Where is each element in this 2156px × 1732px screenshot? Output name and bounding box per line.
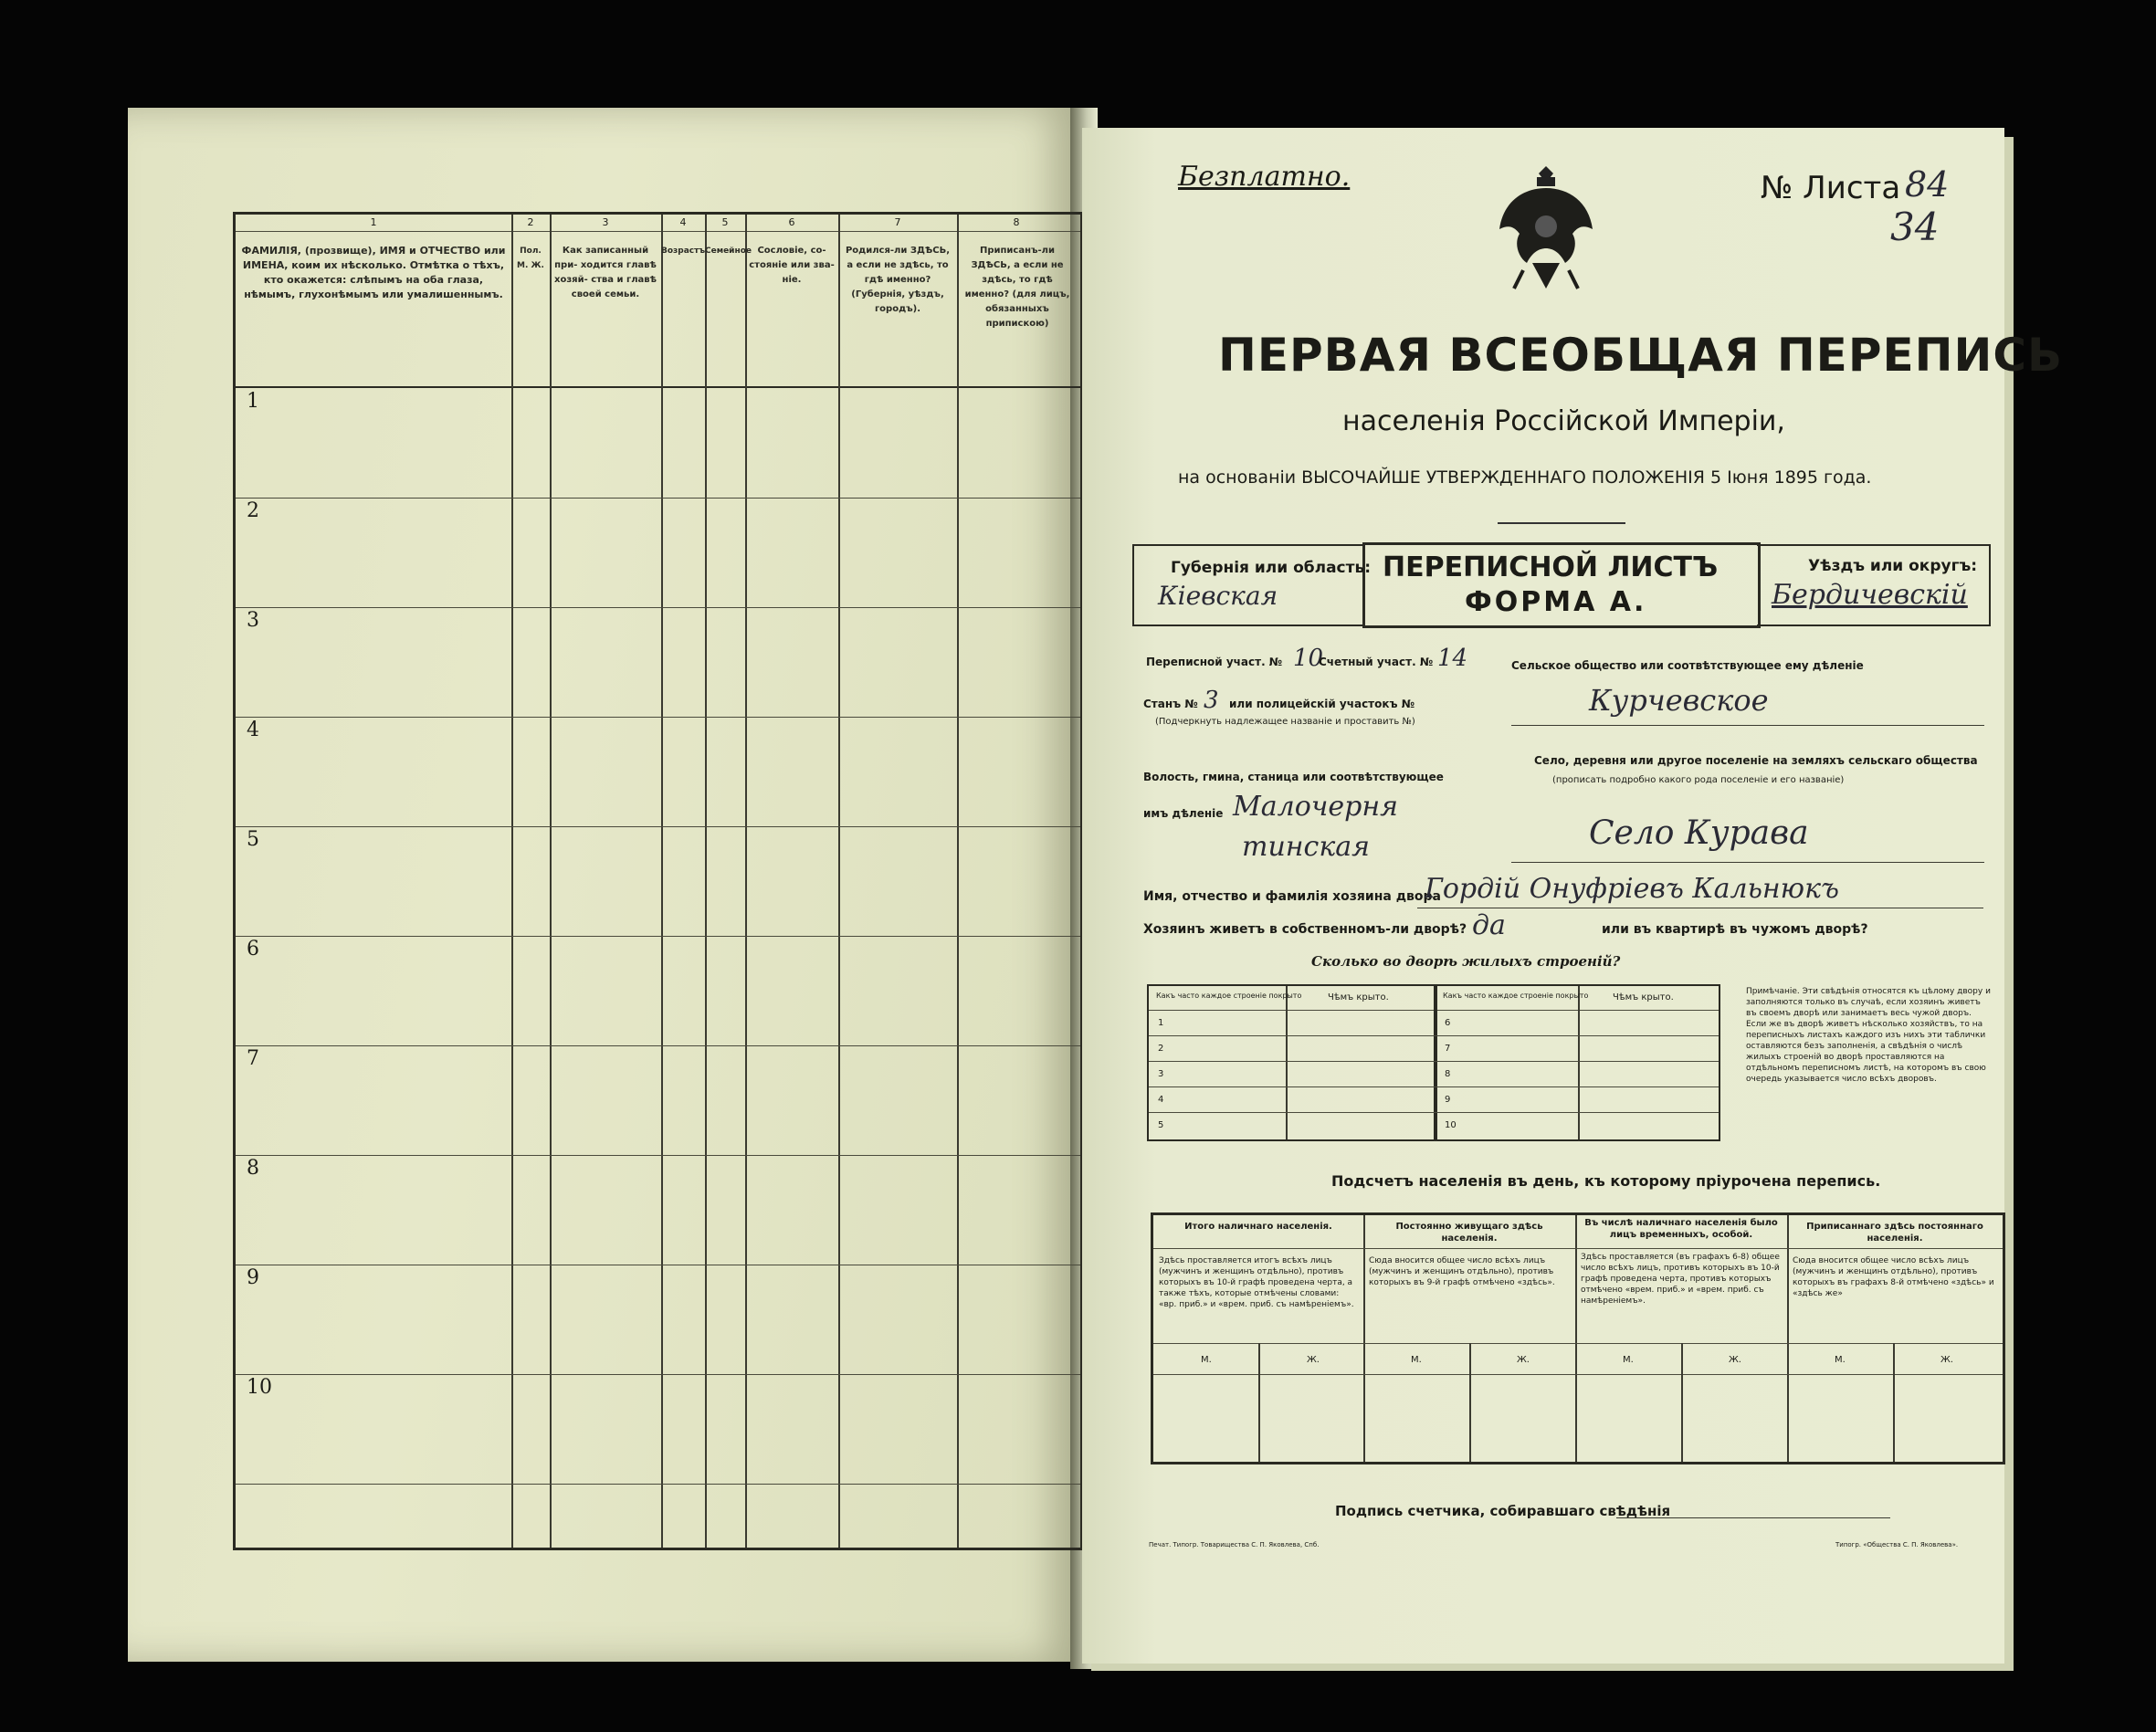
sheet-label: № Листа [1761, 170, 1901, 206]
lives-label: Хозяинъ живетъ в собственномъ-ли дворѣ? [1143, 922, 1467, 937]
count-table [1151, 1212, 2005, 1464]
uezd-value: Бердичевскій [1772, 579, 1968, 611]
form-subtitle: ФОРМА А. [1465, 586, 1647, 618]
count-mf-divider [1469, 1343, 1471, 1462]
count-female-label: Ж. [1940, 1355, 1953, 1365]
col-header-name: ФАМИЛІЯ, (прозвище), ИМЯ и ОТЧЕСТВО или ИМЕНА, коим их нѣсколько. Отмѣтка о тѣхъ, кто окажется: слѣпымъ на оба глаза, нѣмымъ, глухонѣмымъ или умалишеннымъ. [241, 245, 506, 300]
census-table-left [233, 212, 1083, 1550]
buildings-row-line [1149, 1035, 1719, 1036]
col-number: 3 [602, 216, 609, 228]
volost-value-2: тинская [1242, 831, 1370, 863]
village-label: Село, деревня или другое поселеніе на земляхъ сельскаго общества [1534, 754, 1978, 767]
row-line [236, 607, 1080, 608]
buildings-head-right: Какъ часто каждое строеніе покрыто [1443, 992, 1589, 1000]
row-number: 3 [247, 609, 259, 632]
row-line [236, 936, 1080, 937]
row-number: 8 [247, 1157, 259, 1180]
stan-value: 3 [1204, 687, 1219, 714]
row-number: 7 [247, 1047, 259, 1070]
col-divider [745, 215, 747, 1548]
col-header-marital: Семейное [705, 247, 752, 256]
society-value: Курчевское [1589, 683, 1769, 718]
buildings-row-number: 8 [1445, 1069, 1451, 1079]
count-mf-line [1153, 1374, 2003, 1375]
col-number: 2 [527, 216, 534, 228]
col-divider [705, 215, 707, 1548]
col-header-birthplace: Родился-ли ЗДѢСЬ, а если не здѣсь, то гдѣ именно? (Губернія, уѣздъ, городъ). [845, 246, 951, 314]
count-female-label: Ж. [1307, 1355, 1320, 1365]
lives-rest: или въ квартирѣ въ чужомъ дворѣ? [1602, 922, 1868, 937]
col-divider [511, 215, 513, 1548]
col-number: 7 [894, 216, 901, 228]
sheet-number-secondary: 34 [1890, 205, 1940, 249]
col-header-age: Возрастъ [661, 247, 706, 256]
stan-label: Станъ № [1143, 698, 1198, 710]
count-district-value: 14 [1437, 645, 1468, 672]
count-title: Подсчетъ населенія въ день, къ которому пріурочена перепись. [1331, 1172, 1881, 1190]
col-number: 8 [1013, 216, 1020, 228]
count-col3-desc: Здѣсь проставляется (въ графахъ 6-8) общее число всѣхъ лицъ, противъ которыхъ въ 10-й графѣ проведена черта, противъ которыхъ отмѣчено «врем. приб.» и «врем. приб. съ намѣреніемъ». [1581, 1253, 1780, 1306]
buildings-head-left: Какъ часто каждое строеніе покрыто [1156, 992, 1302, 1000]
buildings-row-number: 1 [1158, 1018, 1164, 1028]
gubernia-label: Губернія или область: [1171, 559, 1372, 577]
buildings-col-divider [1578, 986, 1580, 1139]
col-number: 5 [721, 216, 729, 228]
owner-value: Гордій Онуфріевъ Кальнюкъ [1425, 873, 1839, 905]
free-label: Безплатно. [1178, 161, 1351, 193]
buildings-row-line [1149, 1061, 1719, 1062]
count-male-label: М. [1411, 1355, 1422, 1365]
col-header-sex: Пол. М. Ж. [517, 247, 544, 270]
buildings-label: Сколько во дворѣ жилыхъ строеній? [1311, 953, 1621, 970]
count-col-divider [1787, 1215, 1789, 1462]
col-divider [957, 215, 959, 1548]
count-col-divider [1575, 1215, 1577, 1462]
decree-basis: на основаніи ВЫСОЧАЙШЕ УТВЕРЖДЕННАГО ПОЛОЖЕНІЯ 5 Іюня 1895 года. [1178, 467, 1872, 488]
count-col4-header: Приписаннаго здѣсь постояннаго населенія. [1806, 1222, 1983, 1244]
buildings-row-number: 4 [1158, 1095, 1164, 1105]
col-number: 6 [788, 216, 795, 228]
buildings-row-number: 5 [1158, 1120, 1164, 1130]
count-female-label: Ж. [1729, 1355, 1741, 1365]
village-underline [1511, 862, 1984, 863]
form-title: ПЕРЕПИСНОЙ ЛИСТЪ [1383, 551, 1719, 583]
row-number: 5 [247, 828, 259, 851]
volost-label: Волость, гмина, станица или соотвѣтствующее [1143, 771, 1444, 783]
count-desc-line [1153, 1343, 2003, 1344]
census-district-value: 10 [1293, 645, 1324, 672]
count-col3-header: Въ числѣ наличнаго населенія было лицъ временныхъ, особой. [1584, 1218, 1778, 1240]
row-line [236, 1484, 1080, 1485]
count-male-label: М. [1201, 1355, 1212, 1365]
row-line [236, 1155, 1080, 1156]
signature-label: Подпись счетчика, собиравшаго свѣдѣнія [1335, 1503, 1671, 1519]
society-underline [1511, 725, 1984, 726]
village-value: Село Курава [1589, 814, 1809, 852]
buildings-row-number: 10 [1445, 1120, 1457, 1130]
buildings-head-roof-2: Чѣмъ крыто. [1613, 992, 1674, 1002]
gubernia-value: Кіевская [1158, 581, 1278, 611]
row-number: 6 [247, 938, 259, 960]
sheet-number: 84 [1905, 164, 1950, 205]
village-note: (прописать подробно какого рода поселеніе и его названіе) [1552, 775, 1845, 785]
buildings-center-divider [1434, 986, 1437, 1139]
printer-right: Типогр. «Общества С. П. Яковлева». [1835, 1541, 1959, 1548]
col-header-estate: Сословіе, со- стояніе или зва- ніе. [749, 246, 835, 285]
buildings-row-number: 9 [1445, 1095, 1451, 1105]
buildings-note: Примѣчаніе. Эти свѣдѣнія относятся къ цѣлому двору и заполняются только въ случаѣ, если хозяинъ живетъ въ своемъ дворѣ или занимаетъ весь чужой дворъ. Если же въ дворѣ живетъ нѣсколько хозяйствъ, то на переписныхъ листахъ каждого изъ нихъ эти таблички оставляются безъ заполненія, а свѣдѣнія о числѣ жилыхъ строеній во дворѣ проставляются на отдѣльномъ переписномъ листѣ, на которомъ въ свою очередь указывается число всѣхъ дворовъ. [1746, 987, 1991, 1084]
row-line [236, 717, 1080, 718]
buildings-row-number: 7 [1445, 1044, 1451, 1054]
row-number: 2 [247, 499, 259, 522]
col-divider [661, 215, 663, 1548]
owner-label: Имя, отчество и фамилія хозяина двора [1143, 889, 1441, 904]
count-mf-divider [1258, 1343, 1260, 1462]
col-header-registered: Приписанъ-ли ЗДѢСЬ, а если не здѣсь, то гдѣ именно? (для лицъ, обязанныхъ припискою) [964, 246, 1070, 329]
row-line [236, 498, 1080, 499]
count-col-divider [1363, 1215, 1365, 1462]
row-number: 9 [247, 1266, 259, 1289]
document-title: ПЕРВАЯ ВСЕОБЩАЯ ПЕРЕПИСЬ [1218, 329, 2064, 382]
buildings-head-roof: Чѣмъ крыто. [1328, 992, 1389, 1002]
row-line [236, 1374, 1080, 1375]
col-number: 4 [679, 216, 687, 228]
double-headed-eagle-icon [1496, 161, 1596, 307]
count-male-label: М. [1835, 1355, 1846, 1365]
buildings-row-number: 3 [1158, 1069, 1164, 1079]
row-number: 1 [247, 390, 259, 413]
row-line [236, 1045, 1080, 1046]
count-col1-header: Итого наличнаго населенія. [1184, 1222, 1332, 1232]
buildings-row-number: 2 [1158, 1044, 1164, 1054]
count-mf-divider [1893, 1343, 1895, 1462]
stan-rest: или полицейскій участокъ № [1229, 698, 1415, 710]
document-subtitle: населенія Россійской Имперіи, [1342, 405, 1785, 437]
stan-note: (Подчеркнуть надлежащее названіе и проставить №) [1155, 717, 1415, 727]
ornament-divider [1498, 522, 1625, 524]
count-district-label: Счетный участ. № [1319, 656, 1434, 668]
count-header-line [1153, 1248, 2003, 1249]
signature-line [1616, 1517, 1890, 1518]
count-male-label: М. [1623, 1355, 1634, 1365]
count-col1-desc: Здѣсь проставляется итогъ всѣхъ лицъ (мужчинъ и женщинъ отдѣльно), противъ которыхъ въ 10-й графѣ проведена черта, а также тѣхъ, которые отмѣчены словами: «вр. приб.» и «врем. приб. съ намѣреніемъ». [1159, 1256, 1354, 1309]
volost-value: Малочерня [1233, 791, 1399, 823]
count-female-label: Ж. [1517, 1355, 1530, 1365]
col-number: 1 [370, 216, 377, 228]
volost-label-2: имъ дѣленіе [1143, 807, 1224, 820]
row-number: 10 [247, 1376, 272, 1399]
buildings-col-divider [1286, 986, 1288, 1139]
header-bottom-line [236, 386, 1080, 388]
count-col2-header: Постоянно живущаго здѣсь населенія. [1395, 1222, 1543, 1244]
lives-value: да [1472, 909, 1506, 941]
count-col4-desc: Сюда вносится общее число всѣхъ лицъ (мужчинъ и женщинъ отдѣльно), противъ которыхъ въ графахъ 8-й отмѣчено «здѣсь» и «здѣсь же» [1793, 1256, 1994, 1298]
census-district-label: Переписной участ. № [1146, 656, 1283, 668]
row-line [236, 826, 1080, 827]
col-divider [550, 215, 552, 1548]
uezd-label: Уѣздъ или округъ: [1808, 557, 1978, 575]
buildings-table [1147, 984, 1720, 1141]
count-col2-desc: Сюда вносится общее число всѣхъ лицъ (мужчинъ и женщинъ отдѣльно), противъ которыхъ въ 9-й графѣ отмѣчено «здѣсь». [1369, 1256, 1555, 1287]
count-mf-divider [1681, 1343, 1683, 1462]
buildings-row-line [1149, 1086, 1719, 1087]
buildings-row-line [1149, 1112, 1719, 1113]
buildings-row-number: 6 [1445, 1018, 1451, 1028]
row-number: 4 [247, 719, 259, 741]
col-divider [838, 215, 840, 1548]
society-label: Сельское общество или соотвѣтствующее ему дѣленіе [1511, 659, 1864, 672]
printer-left: Печат. Типогр. Товарищества С. П. Яковлева, Спб. [1149, 1541, 1320, 1548]
header-number-line [236, 231, 1080, 232]
col-header-relation: Как записанный при- ходится главѣ хозяй- ства и главѣ своей семьи. [554, 246, 657, 299]
